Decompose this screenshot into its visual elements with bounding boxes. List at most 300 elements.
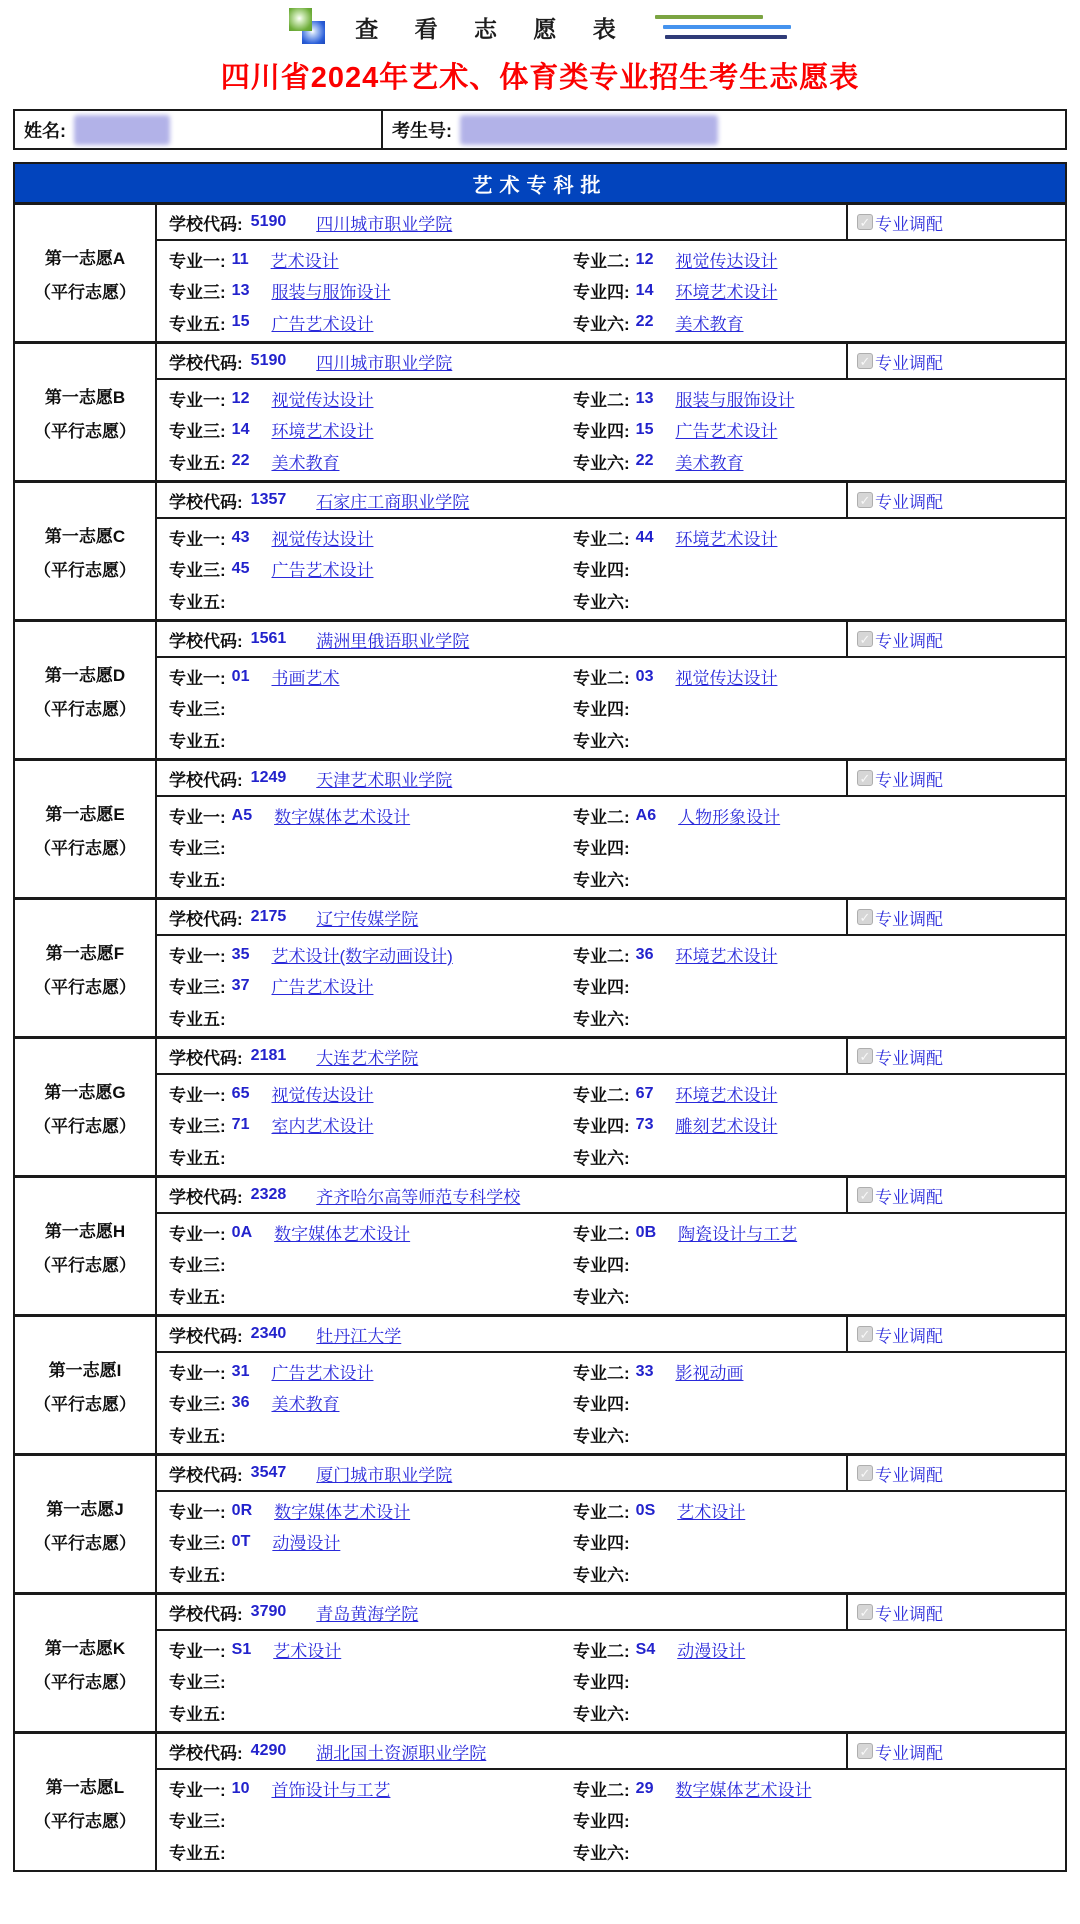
volunteer-block xyxy=(15,1592,1065,1731)
school-info-cell xyxy=(157,1456,846,1490)
major-code-value: 35 xyxy=(231,945,250,963)
major-cell xyxy=(157,307,561,338)
check-icon: ✓ xyxy=(859,353,871,369)
major-cell xyxy=(157,1773,561,1804)
check-icon: ✓ xyxy=(859,492,871,508)
major-cell xyxy=(561,939,1065,970)
major-cell xyxy=(157,939,561,970)
major-label: 专业三: xyxy=(169,422,226,442)
major-cell xyxy=(157,1248,561,1279)
volunteer-block xyxy=(15,1314,1065,1453)
major-code-value: 01 xyxy=(231,667,250,685)
volunteer-detail-area xyxy=(157,900,1065,1036)
volunteer-label-cell xyxy=(15,1178,157,1314)
major-label: 专业五: xyxy=(169,1843,226,1863)
volunteer-table xyxy=(13,162,1067,1872)
school-code-label: 学校代码: xyxy=(169,909,243,929)
major-cell xyxy=(157,1141,561,1172)
major-code-value: 11 xyxy=(231,250,249,268)
major-adjust-checkbox[interactable] xyxy=(857,214,873,230)
check-icon: ✓ xyxy=(859,909,871,925)
major-adjust-checkbox[interactable] xyxy=(857,631,873,647)
major-name-link[interactable]: 广告艺术设计 xyxy=(271,978,374,998)
major-label: 专业二: xyxy=(573,1086,630,1106)
major-row xyxy=(157,1665,1065,1696)
major-label: 专业五: xyxy=(169,453,226,473)
major-label: 专业一: xyxy=(169,808,226,828)
major-cell xyxy=(157,1002,561,1033)
school-info-cell xyxy=(157,1039,846,1073)
major-label: 专业五: xyxy=(169,1704,226,1724)
major-code-value: 73 xyxy=(635,1115,654,1133)
volunteer-type: （平行志愿） xyxy=(34,699,136,719)
school-name-link[interactable]: 厦门城市职业学院 xyxy=(316,1465,453,1485)
major-cell xyxy=(561,1526,1065,1557)
major-code-value: 13 xyxy=(231,281,250,299)
check-icon: ✓ xyxy=(859,1326,871,1342)
volunteer-type: （平行志愿） xyxy=(34,977,136,997)
major-row xyxy=(157,1387,1065,1418)
school-row xyxy=(157,1039,1065,1075)
major-adjust-cell xyxy=(846,1595,1065,1629)
major-code-value: 10 xyxy=(231,1779,250,1797)
major-cell xyxy=(561,553,1065,584)
majors-grid xyxy=(157,1631,1065,1731)
major-name-link[interactable]: 数字媒体艺术设计 xyxy=(274,1225,411,1245)
major-label: 专业三: xyxy=(169,1117,226,1137)
volunteer-label-cell xyxy=(15,622,157,758)
school-name-link[interactable]: 石家庄工商职业学院 xyxy=(316,492,470,512)
major-label: 专业五: xyxy=(169,1287,226,1307)
volunteer-name: 第一志愿D xyxy=(44,665,126,685)
blocks-container xyxy=(15,202,1065,1870)
major-row xyxy=(157,446,1065,477)
major-cell xyxy=(561,800,1065,831)
major-label: 专业五: xyxy=(169,1426,226,1446)
volunteer-label-cell xyxy=(15,344,157,480)
volunteer-detail-area xyxy=(157,205,1065,341)
major-code-value: 45 xyxy=(231,559,250,577)
major-row xyxy=(157,1109,1065,1140)
major-cell xyxy=(561,692,1065,723)
major-label: 专业一: xyxy=(169,391,226,411)
major-cell xyxy=(157,661,561,692)
school-name-link[interactable]: 齐齐哈尔高等师范专科学校 xyxy=(316,1187,521,1207)
major-name-link[interactable]: 数字媒体艺术设计 xyxy=(274,1503,411,1523)
school-name-link[interactable]: 大连艺术学院 xyxy=(316,1048,419,1068)
major-row xyxy=(157,1141,1065,1172)
major-label: 专业六: xyxy=(573,1565,630,1585)
major-label: 专业六: xyxy=(573,1287,630,1307)
major-label: 专业四: xyxy=(573,1117,630,1137)
school-code-label: 学校代码: xyxy=(169,1743,243,1763)
major-label: 专业三: xyxy=(169,1256,226,1276)
school-code-label: 学校代码: xyxy=(169,353,243,373)
major-label: 专业六: xyxy=(573,453,630,473)
major-cell xyxy=(561,383,1065,414)
major-name-link[interactable]: 动漫设计 xyxy=(677,1642,746,1662)
volunteer-detail-area xyxy=(157,1595,1065,1731)
major-cell xyxy=(561,1419,1065,1450)
major-adjust-checkbox[interactable] xyxy=(857,353,873,369)
school-info-cell xyxy=(157,1734,846,1768)
volunteer-detail-area xyxy=(157,1039,1065,1175)
major-name-link[interactable]: 环境艺术设计 xyxy=(675,1086,778,1106)
major-name-link[interactable]: 视觉传达设计 xyxy=(271,1086,374,1106)
school-code-value: 1249 xyxy=(250,769,287,786)
major-label: 专业一: xyxy=(169,669,226,689)
major-cell xyxy=(157,1836,561,1867)
school-name-link[interactable]: 四川城市职业学院 xyxy=(316,214,453,234)
major-code-value: 0R xyxy=(231,1501,253,1519)
school-name-link[interactable]: 牡丹江大学 xyxy=(316,1326,402,1346)
major-label: 专业五: xyxy=(169,731,226,751)
volunteer-label-cell xyxy=(15,1734,157,1870)
major-label: 专业四: xyxy=(573,561,630,581)
major-adjust-cell xyxy=(846,1178,1065,1212)
major-row xyxy=(157,831,1065,862)
major-label: 专业六: xyxy=(573,870,630,890)
major-name-link[interactable]: 广告艺术设计 xyxy=(271,1364,374,1384)
school-row xyxy=(157,1317,1065,1353)
school-name-link[interactable]: 天津艺术职业学院 xyxy=(316,770,453,790)
major-name-link[interactable]: 环境艺术设计 xyxy=(675,283,778,303)
school-info-cell xyxy=(157,761,846,795)
major-name-link[interactable]: 服装与服饰设计 xyxy=(271,283,391,303)
volunteer-block xyxy=(15,202,1065,341)
major-row xyxy=(157,863,1065,894)
major-cell xyxy=(561,1697,1065,1728)
major-row xyxy=(157,1558,1065,1589)
major-label: 专业三: xyxy=(169,1673,226,1693)
major-label: 专业六: xyxy=(573,314,630,334)
school-code-label: 学校代码: xyxy=(169,492,243,512)
major-name-link[interactable]: 服装与服饰设计 xyxy=(675,391,795,411)
major-label: 专业一: xyxy=(169,1225,226,1245)
volunteer-type: （平行志愿） xyxy=(34,1672,136,1692)
major-label: 专业六: xyxy=(573,1843,630,1863)
major-name-link[interactable]: 美术教育 xyxy=(271,453,340,473)
major-name-link[interactable]: 数字媒体艺术设计 xyxy=(675,1781,812,1801)
school-code-value: 5190 xyxy=(250,352,287,369)
major-name-link[interactable]: 广告艺术设计 xyxy=(271,561,374,581)
volunteer-detail-area xyxy=(157,483,1065,619)
majors-grid xyxy=(157,241,1065,341)
major-cell xyxy=(157,1109,561,1140)
major-code-value: 22 xyxy=(635,313,654,331)
major-code-value: 71 xyxy=(231,1115,250,1133)
check-icon: ✓ xyxy=(859,1187,871,1203)
major-adjust-cell xyxy=(846,1317,1065,1351)
batch-header: 艺术专科批 xyxy=(15,164,1065,202)
volunteer-name: 第一志愿H xyxy=(44,1221,126,1241)
major-adjust-cell xyxy=(846,900,1065,934)
major-cell xyxy=(157,1078,561,1109)
major-cell xyxy=(561,661,1065,692)
major-row xyxy=(157,1217,1065,1248)
major-adjust-label: 专业调配 xyxy=(875,353,943,373)
major-adjust-label: 专业调配 xyxy=(875,492,943,512)
volunteer-block xyxy=(15,480,1065,619)
major-name-link[interactable]: 美术教育 xyxy=(271,1395,340,1415)
major-name-link[interactable]: 美术教育 xyxy=(675,453,744,473)
school-code-value: 1561 xyxy=(250,630,287,647)
major-cell xyxy=(157,414,561,445)
school-code-value: 3790 xyxy=(250,1603,287,1620)
volunteer-block xyxy=(15,1731,1065,1870)
major-name-link[interactable]: 艺术设计 xyxy=(677,1503,746,1523)
major-name-link[interactable]: 书画艺术 xyxy=(271,669,340,689)
school-code-value: 2175 xyxy=(250,908,287,925)
major-code-value: 0B xyxy=(635,1223,657,1241)
major-label: 专业四: xyxy=(573,1812,630,1832)
major-cell xyxy=(157,863,561,894)
major-adjust-label: 专业调配 xyxy=(875,1465,943,1485)
major-label: 专业六: xyxy=(573,1704,630,1724)
majors-grid xyxy=(157,797,1065,897)
major-name-link[interactable]: 室内艺术设计 xyxy=(271,1117,374,1137)
major-row xyxy=(157,522,1065,553)
major-row xyxy=(157,1697,1065,1728)
major-row xyxy=(157,275,1065,306)
major-cell xyxy=(157,1804,561,1835)
major-adjust-checkbox[interactable] xyxy=(857,909,873,925)
major-adjust-label: 专业调配 xyxy=(875,1187,943,1207)
volunteer-detail-area xyxy=(157,1178,1065,1314)
major-code-value: 0T xyxy=(231,1532,251,1550)
major-adjust-cell xyxy=(846,622,1065,656)
school-info-cell xyxy=(157,900,846,934)
major-label: 专业四: xyxy=(573,978,630,998)
major-cell xyxy=(157,1495,561,1526)
major-cell xyxy=(157,244,561,275)
school-row xyxy=(157,1595,1065,1631)
major-code-value: 12 xyxy=(635,250,654,268)
major-name-link[interactable]: 艺术设计 xyxy=(270,252,339,272)
major-cell xyxy=(157,970,561,1001)
major-cell xyxy=(561,522,1065,553)
major-name-link[interactable]: 动漫设计 xyxy=(272,1534,341,1554)
school-row xyxy=(157,761,1065,797)
major-code-value: 31 xyxy=(231,1362,250,1380)
major-label: 专业一: xyxy=(169,530,226,550)
major-name-link[interactable]: 视觉传达设计 xyxy=(675,669,778,689)
major-label: 专业二: xyxy=(573,808,630,828)
school-info-cell xyxy=(157,1178,846,1212)
major-name-link[interactable]: 艺术设计 xyxy=(273,1642,342,1662)
major-adjust-checkbox[interactable] xyxy=(857,770,873,786)
majors-grid xyxy=(157,1353,1065,1453)
volunteer-block xyxy=(15,897,1065,1036)
major-code-value: 14 xyxy=(635,281,654,299)
major-label: 专业二: xyxy=(573,1781,630,1801)
school-name-link[interactable]: 湖北国土资源职业学院 xyxy=(316,1743,487,1763)
major-cell xyxy=(157,800,561,831)
volunteer-detail-area xyxy=(157,622,1065,758)
school-name-link[interactable]: 四川城市职业学院 xyxy=(316,353,453,373)
major-name-link[interactable]: 环境艺术设计 xyxy=(675,947,778,967)
major-label: 专业三: xyxy=(169,700,226,720)
major-row xyxy=(157,800,1065,831)
majors-grid xyxy=(157,1214,1065,1314)
major-cell xyxy=(561,1280,1065,1311)
major-code-value: 65 xyxy=(231,1084,250,1102)
major-name-link[interactable]: 影视动画 xyxy=(675,1364,744,1384)
major-label: 专业一: xyxy=(169,947,226,967)
view-form-title: 查 看 志 愿 表 xyxy=(355,15,631,42)
major-code-value: A5 xyxy=(231,806,253,824)
volunteer-type: （平行志愿） xyxy=(34,421,136,441)
volunteer-type: （平行志愿） xyxy=(34,1394,136,1414)
volunteer-detail-area xyxy=(157,761,1065,897)
major-label: 专业四: xyxy=(573,422,630,442)
major-code-value: 37 xyxy=(231,976,250,994)
navy-line xyxy=(665,35,787,39)
major-label: 专业五: xyxy=(169,592,226,612)
major-adjust-checkbox[interactable] xyxy=(857,1326,873,1342)
major-adjust-label: 专业调配 xyxy=(875,1326,943,1346)
major-name-link[interactable]: 视觉传达设计 xyxy=(271,391,374,411)
major-name-link[interactable]: 视觉传达设计 xyxy=(675,252,778,272)
major-adjust-checkbox[interactable] xyxy=(857,1048,873,1064)
major-label: 专业四: xyxy=(573,839,630,859)
major-name-link[interactable]: 视觉传达设计 xyxy=(271,530,374,550)
major-label: 专业一: xyxy=(169,1086,226,1106)
volunteer-type: （平行志愿） xyxy=(34,838,136,858)
major-name-link[interactable]: 广告艺术设计 xyxy=(271,314,374,334)
major-adjust-checkbox[interactable] xyxy=(857,492,873,508)
school-row xyxy=(157,1734,1065,1770)
major-row xyxy=(157,1419,1065,1450)
major-name-link[interactable]: 陶瓷设计与工艺 xyxy=(678,1225,798,1245)
major-label: 专业四: xyxy=(573,700,630,720)
major-label: 专业五: xyxy=(169,314,226,334)
major-name-link[interactable]: 艺术设计(数字动画设计) xyxy=(271,947,453,967)
major-code-value: 14 xyxy=(231,420,250,438)
major-cell xyxy=(157,1697,561,1728)
major-code-value: 36 xyxy=(231,1393,250,1411)
major-adjust-checkbox[interactable] xyxy=(857,1187,873,1203)
school-info-cell xyxy=(157,1595,846,1629)
volunteer-detail-area xyxy=(157,1734,1065,1870)
major-code-value: 29 xyxy=(635,1779,654,1797)
major-row xyxy=(157,724,1065,755)
major-cell xyxy=(561,1665,1065,1696)
major-label: 专业四: xyxy=(573,1673,630,1693)
major-row xyxy=(157,1773,1065,1804)
majors-grid xyxy=(157,658,1065,758)
school-name-link[interactable]: 辽宁传媒学院 xyxy=(316,909,419,929)
volunteer-label-cell xyxy=(15,1317,157,1453)
major-cell xyxy=(561,1387,1065,1418)
name-cell xyxy=(15,111,381,148)
major-label: 专业四: xyxy=(573,1256,630,1276)
volunteer-name: 第一志愿J xyxy=(46,1499,124,1519)
major-label: 专业二: xyxy=(573,669,630,689)
major-row xyxy=(157,970,1065,1001)
major-cell xyxy=(157,1387,561,1418)
school-name-link[interactable]: 青岛黄海学院 xyxy=(316,1604,419,1624)
major-adjust-checkbox[interactable] xyxy=(857,1465,873,1481)
major-row xyxy=(157,1356,1065,1387)
major-name-link[interactable]: 美术教育 xyxy=(675,314,744,334)
volunteer-name: 第一志愿I xyxy=(48,1360,122,1380)
major-label: 专业三: xyxy=(169,1812,226,1832)
major-cell xyxy=(561,1836,1065,1867)
major-cell xyxy=(561,1078,1065,1109)
major-row xyxy=(157,1002,1065,1033)
major-adjust-cell xyxy=(846,1039,1065,1073)
major-cell xyxy=(561,1558,1065,1589)
major-row xyxy=(157,553,1065,584)
school-name-link[interactable]: 满洲里俄语职业学院 xyxy=(316,631,470,651)
major-name-link[interactable]: 环境艺术设计 xyxy=(675,530,778,550)
major-cell xyxy=(561,1634,1065,1665)
volunteer-label-cell xyxy=(15,1039,157,1175)
major-cell xyxy=(561,1248,1065,1279)
school-code-label: 学校代码: xyxy=(169,214,243,234)
major-label: 专业二: xyxy=(573,1642,630,1662)
major-name-link[interactable]: 环境艺术设计 xyxy=(271,422,374,442)
major-label: 专业二: xyxy=(573,1503,630,1523)
major-adjust-checkbox[interactable] xyxy=(857,1604,873,1620)
major-label: 专业四: xyxy=(573,1395,630,1415)
major-cell xyxy=(157,1356,561,1387)
major-cell xyxy=(157,1634,561,1665)
major-code-value: 0S xyxy=(635,1501,656,1519)
major-label: 专业一: xyxy=(169,252,226,272)
major-cell xyxy=(561,1002,1065,1033)
school-row xyxy=(157,483,1065,519)
school-row xyxy=(157,1456,1065,1492)
major-name-link[interactable]: 首饰设计与工艺 xyxy=(271,1781,391,1801)
major-adjust-checkbox[interactable] xyxy=(857,1743,873,1759)
major-row xyxy=(157,1526,1065,1557)
school-code-label: 学校代码: xyxy=(169,1187,243,1207)
major-name-link[interactable]: 人物形象设计 xyxy=(678,808,781,828)
major-name-link[interactable]: 数字媒体艺术设计 xyxy=(274,808,411,828)
major-label: 专业一: xyxy=(169,1642,226,1662)
candidate-no-label: 考生号: xyxy=(392,120,452,141)
major-name-link[interactable]: 广告艺术设计 xyxy=(675,422,778,442)
major-adjust-label: 专业调配 xyxy=(875,1743,943,1763)
major-code-value: 44 xyxy=(635,528,654,546)
major-code-value: 22 xyxy=(231,452,250,470)
major-label: 专业六: xyxy=(573,731,630,751)
name-label: 姓名: xyxy=(24,120,66,141)
major-cell xyxy=(561,275,1065,306)
check-icon: ✓ xyxy=(859,631,871,647)
school-info-cell xyxy=(157,205,846,239)
volunteer-label-cell xyxy=(15,761,157,897)
major-adjust-cell xyxy=(846,761,1065,795)
page-title: 四川省2024年艺术、体育类专业招生考生志愿表 xyxy=(220,62,860,94)
majors-grid xyxy=(157,1075,1065,1175)
check-icon: ✓ xyxy=(859,770,871,786)
major-code-value: S4 xyxy=(635,1640,656,1658)
school-code-label: 学校代码: xyxy=(169,1465,243,1485)
major-adjust-label: 专业调配 xyxy=(875,1604,943,1624)
major-row xyxy=(157,1280,1065,1311)
major-name-link[interactable]: 雕刻艺术设计 xyxy=(675,1117,778,1137)
page-header xyxy=(0,0,1080,48)
major-cell xyxy=(561,1495,1065,1526)
major-cell xyxy=(157,831,561,862)
major-code-value: 12 xyxy=(231,389,250,407)
volunteer-type: （平行志愿） xyxy=(34,560,136,580)
check-icon: ✓ xyxy=(859,1465,871,1481)
major-label: 专业六: xyxy=(573,592,630,612)
